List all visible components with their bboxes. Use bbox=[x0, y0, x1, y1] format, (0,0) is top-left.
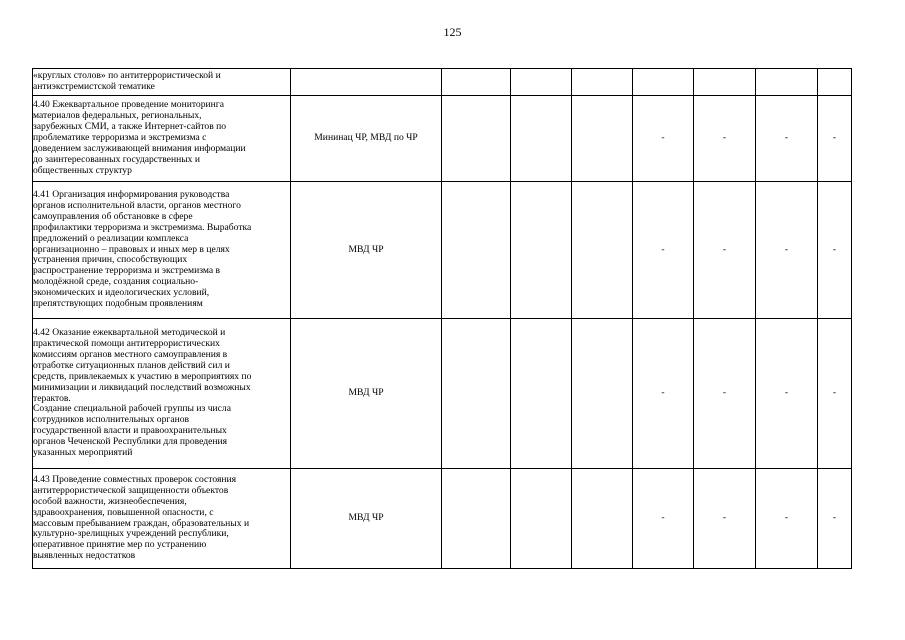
measure-description: 4.41 Организация информирования руководства органов исполнительной власти, органов местного самоуправления об обстановке в сфере профилактики терроризма и экстремизма. Выработка предложений о реализации комплекса организационно – правовых и иных мер в целях устранения причин, способствующих распространение терроризма и экстремизма в молодёжной среде, создания социально- экономических и идеологических условий, препятствующих подобным проявлениям bbox=[33, 189, 252, 310]
value-cell: - bbox=[633, 319, 694, 469]
value-cell bbox=[511, 182, 572, 319]
value-cell bbox=[442, 69, 511, 96]
value-cell bbox=[572, 319, 633, 469]
measure-description: 4.40 Ежеквартальное проведение мониторинга материалов федеральных, региональных, зарубежных СМИ, а также Интернет-сайтов по проблематике терроризма и экстремизма с доведением заслуживающей внимания информации до заинтересованных государственных и общественных структур bbox=[33, 99, 246, 176]
value-cell bbox=[818, 69, 852, 96]
value-cell: - bbox=[818, 182, 852, 319]
measure-description-cell bbox=[33, 69, 291, 96]
value-cell: - bbox=[818, 96, 852, 182]
value-cell bbox=[442, 319, 511, 469]
executor-cell bbox=[291, 69, 442, 96]
table-row bbox=[33, 182, 852, 319]
page-number: 125 bbox=[443, 25, 462, 39]
value-cell bbox=[511, 319, 572, 469]
value-cell bbox=[442, 469, 511, 569]
value-cell: - bbox=[756, 96, 818, 182]
measure-description-cell bbox=[33, 319, 291, 469]
value-cell: - bbox=[694, 182, 756, 319]
executor-cell: МВД ЧР bbox=[291, 319, 442, 469]
value-cell bbox=[756, 69, 818, 96]
value-cell bbox=[633, 69, 694, 96]
measure-description-cell bbox=[33, 96, 291, 182]
executor-cell: МВД ЧР bbox=[291, 469, 442, 569]
value-cell bbox=[442, 96, 511, 182]
measures-table bbox=[32, 68, 852, 569]
measure-description-cell bbox=[33, 469, 291, 569]
value-cell bbox=[511, 69, 572, 96]
executor-cell: Мининац ЧР, МВД по ЧР bbox=[291, 96, 442, 182]
value-cell bbox=[442, 182, 511, 319]
measure-description: 4.43 Проведение совместных проверок состояния антитеррористической защищенности объектов особой важности, жизнеобеспечения, здравоохранения, повышенной опасности, с массовым пребыванием граждан, образовательных и культурно-зрелищных учреждений республики, оперативное принятие мер по устранению выявленных недостатков bbox=[33, 473, 250, 562]
value-cell: - bbox=[694, 96, 756, 182]
value-cell: - bbox=[756, 469, 818, 569]
value-cell: - bbox=[694, 469, 756, 569]
value-cell bbox=[572, 96, 633, 182]
value-cell bbox=[511, 96, 572, 182]
value-cell bbox=[572, 469, 633, 569]
value-cell: - bbox=[694, 319, 756, 469]
value-cell bbox=[694, 69, 756, 96]
value-cell: - bbox=[818, 319, 852, 469]
executor-cell: МВД ЧР bbox=[291, 182, 442, 319]
value-cell: - bbox=[633, 182, 694, 319]
measure-description-cell bbox=[33, 182, 291, 319]
value-cell: - bbox=[633, 96, 694, 182]
value-cell bbox=[572, 69, 633, 96]
table-row bbox=[33, 96, 852, 182]
value-cell: - bbox=[756, 182, 818, 319]
value-cell: - bbox=[633, 469, 694, 569]
measure-description: «круглых столов» по антитеррористической и антиэкстремистской тематике bbox=[33, 70, 221, 92]
value-cell bbox=[572, 182, 633, 319]
value-cell bbox=[511, 469, 572, 569]
value-cell: - bbox=[818, 469, 852, 569]
table-row bbox=[33, 319, 852, 469]
value-cell: - bbox=[756, 319, 818, 469]
table-row bbox=[33, 469, 852, 569]
table-row bbox=[33, 69, 852, 96]
measure-description: 4.42 Оказание ежеквартальной методической и практической помощи антитеррористических комиссиям органов местного самоуправления в отработке ситуационных планов действий сил и средств, привлекаемых к участию в мероприятиях по минимизации и ликвидаций последствий возможных терактов. Создание специальной рабочей группы из числа сотрудников исполнительных органов государственной власти и правоохранительных органов Чеченской Республики для проведения указанных мероприятий bbox=[33, 327, 252, 459]
